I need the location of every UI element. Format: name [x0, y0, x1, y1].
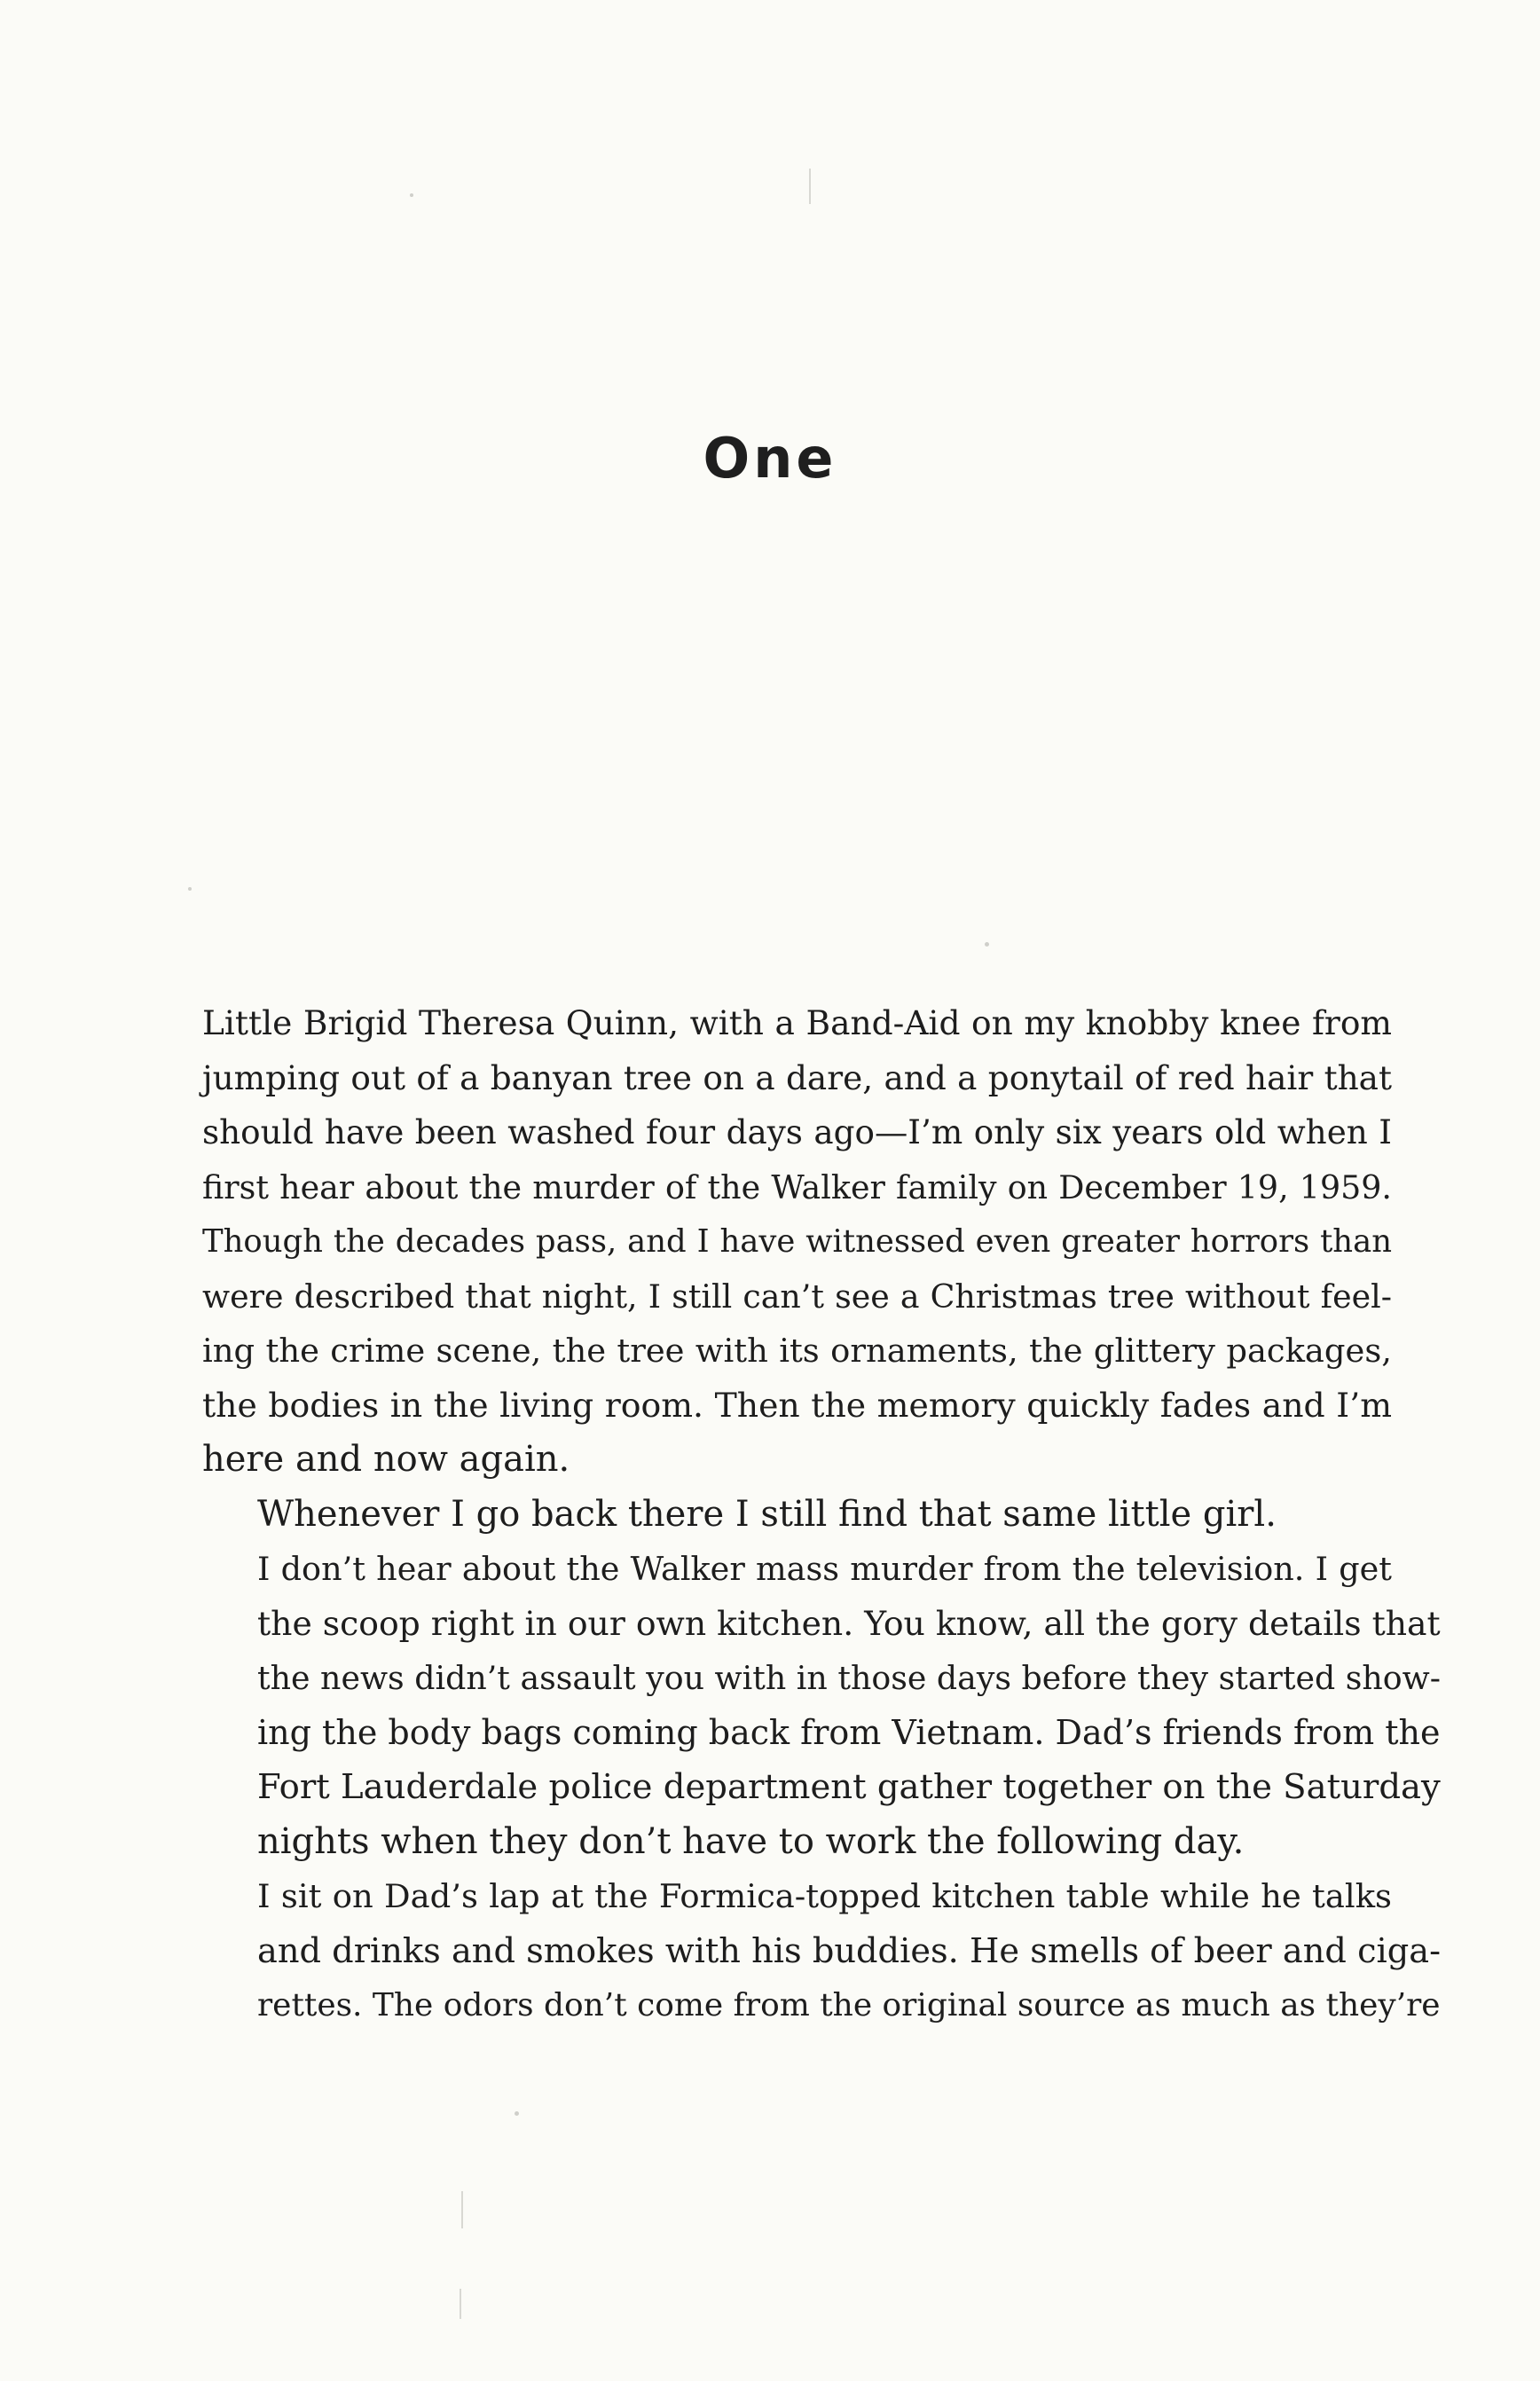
text-line: first hear about the murder of the Walker family on December 19, 1959.	[202, 1167, 1392, 1206]
scan-speck	[985, 942, 989, 947]
paragraph	[202, 996, 1392, 1488]
text-line: the scoop right in our own kitchen. You know, all the gory details that	[257, 1603, 1441, 1643]
text-line: were described that night, I still can’t see a Christmas tree without feel-	[202, 1277, 1392, 1316]
text-line: Though the decades pass, and I have witnessed even greater horrors than	[202, 1223, 1392, 1260]
text-line: I sit on Dad’s lap at the Formica-topped kitchen table while he talks	[257, 1877, 1392, 1915]
text-line: ing the body bags coming back from Vietnam. Dad’s friends from the	[257, 1712, 1441, 1752]
text-line: rettes. The odors don’t come from the original source as much as they’re	[257, 1987, 1441, 2023]
scan-streak	[809, 169, 811, 204]
chapter-title: One	[703, 426, 837, 491]
text-line: and drinks and smokes with his buddies. He smells of beer and ciga-	[257, 1930, 1442, 1971]
text-line: I don’t hear about the Walker mass murder from the television. I get	[257, 1550, 1392, 1588]
text-line: nights when they don’t have to work the following day.	[257, 1820, 1245, 1862]
text-line: jumping out of a banyan tree on a dare, and a ponytail of red hair that	[202, 1057, 1392, 1097]
text-line: the bodies in the living room. Then the memory quickly fades and I’m	[202, 1385, 1392, 1425]
paragraph	[202, 1869, 1442, 2033]
scan-streak	[460, 2289, 461, 2319]
text-line: Whenever I go back there I still find that same little girl.	[257, 1493, 1277, 1535]
text-line: the news didn’t assault you with in those days before they started show-	[257, 1659, 1442, 1697]
text-line: should have been washed four days ago—I’m only six years old when I	[202, 1112, 1392, 1151]
scan-speck	[188, 887, 192, 891]
scan-speck	[410, 193, 413, 197]
text-line: Fort Lauderdale police department gather together on the Saturday	[257, 1767, 1441, 1807]
text-line: Little Brigid Theresa Quinn, with a Band-Aid on my knobby knee from	[202, 1003, 1392, 1042]
scan-streak	[461, 2191, 463, 2228]
paragraph	[202, 1488, 1392, 1543]
scan-speck	[515, 2111, 519, 2116]
text-line: here and now again.	[202, 1439, 570, 1480]
text-line: ing the crime scene, the tree with its ornaments, the glittery packages,	[202, 1332, 1392, 1370]
chapter-body	[202, 996, 1442, 2033]
paragraph	[202, 1542, 1442, 1869]
